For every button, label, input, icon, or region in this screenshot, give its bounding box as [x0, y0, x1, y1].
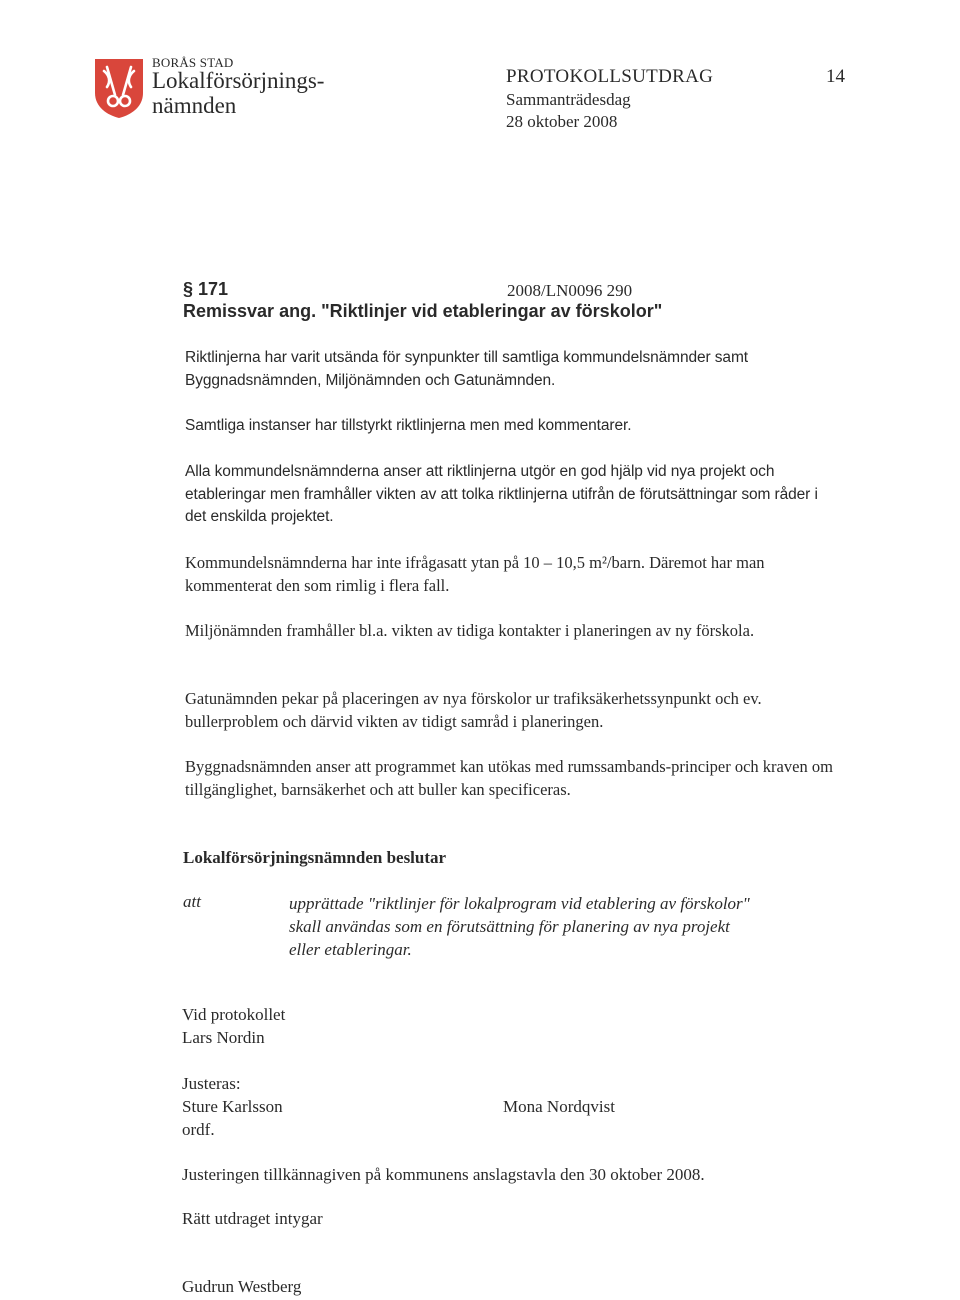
paragraph-1: Riktlinjerna har varit utsända för synpunkter till samtliga kommundelsnämnder samt Byggnadsnämnden, Miljönämnden och Gatunämnden.: [185, 349, 748, 389]
second-adjuster-name: Mona Nordqvist: [503, 1097, 615, 1116]
paragraph-6: Gatunämnden pekar på placeringen av nya förskolor ur trafiksäkerhetssynpunkt och ev. bullerproblem och därvid vikten av tidigt samråd i planeringen.: [185, 689, 762, 731]
decision-att-label: att: [183, 892, 201, 911]
paragraph-7: Byggnadsnämnden anser att programmet kan utökas med rumssambands-principer och kraven om tillgänglighet, barnsäkerhet och att buller kan specificeras.: [185, 757, 833, 799]
paragraph-5: Miljönämnden framhåller bl.a. vikten av tidiga kontakter i planeringen av ny förskola.: [185, 621, 755, 640]
decision-text: upprättade "riktlinjer för lokalprogram vid etablering av förskolor" skall användas som en förutsättning för planering av nya projekt eller etableringar.: [289, 894, 750, 959]
vid-protokollet-label: Vid protokollet: [182, 1005, 286, 1024]
announcement-text: Justeringen tillkännagiven på kommunens anslagstavla den 30 oktober 2008.: [182, 1165, 705, 1184]
case-title: Remissvar ang. "Riktlinjer vid etableringar av förskolor": [183, 301, 663, 321]
meeting-label: Sammanträdesdag: [506, 90, 631, 109]
section-number: § 171: [183, 279, 229, 299]
paragraph-2: Samtliga instanser har tillstyrkt riktlinjerna men med kommentarer.: [185, 417, 632, 434]
paragraph-4: Kommundelsnämnderna har inte ifrågasatt ytan på 10 – 10,5 m²/barn. Däremot har man kommenterat den som rimlig i flera fall.: [185, 553, 765, 595]
certified-label: Rätt utdraget intygar: [182, 1209, 323, 1228]
secretary-name: Lars Nordin: [182, 1028, 265, 1047]
chair-name: Sture Karlsson: [182, 1097, 283, 1116]
certifier-name: Gudrun Westberg: [182, 1277, 302, 1296]
org-small-label: BORÅS STAD: [152, 55, 234, 70]
paragraph-3: Alla kommundelsnämnderna anser att riktlinjerna utgör en god hjälp vid nya projekt och etableringar men framhåller vikten av att tolka riktlinjerna utifrån de förutsättningar som råder i det enskilda projektet.: [185, 463, 818, 525]
justeras-label: Justeras:: [182, 1074, 241, 1093]
chair-title: ordf.: [182, 1120, 215, 1139]
meeting-date: 28 oktober 2008: [506, 112, 618, 131]
case-number: 2008/LN0096 290: [507, 281, 633, 300]
decision-heading: Lokalförsörjningsnämnden beslutar: [183, 848, 447, 867]
document-type: PROTOKOLLSUTDRAG: [506, 66, 714, 87]
committee-name: Lokalförsörjnings- nämnden: [152, 68, 325, 118]
page-number: 14: [826, 66, 845, 87]
boras-coat-of-arms-logo: [93, 57, 145, 119]
